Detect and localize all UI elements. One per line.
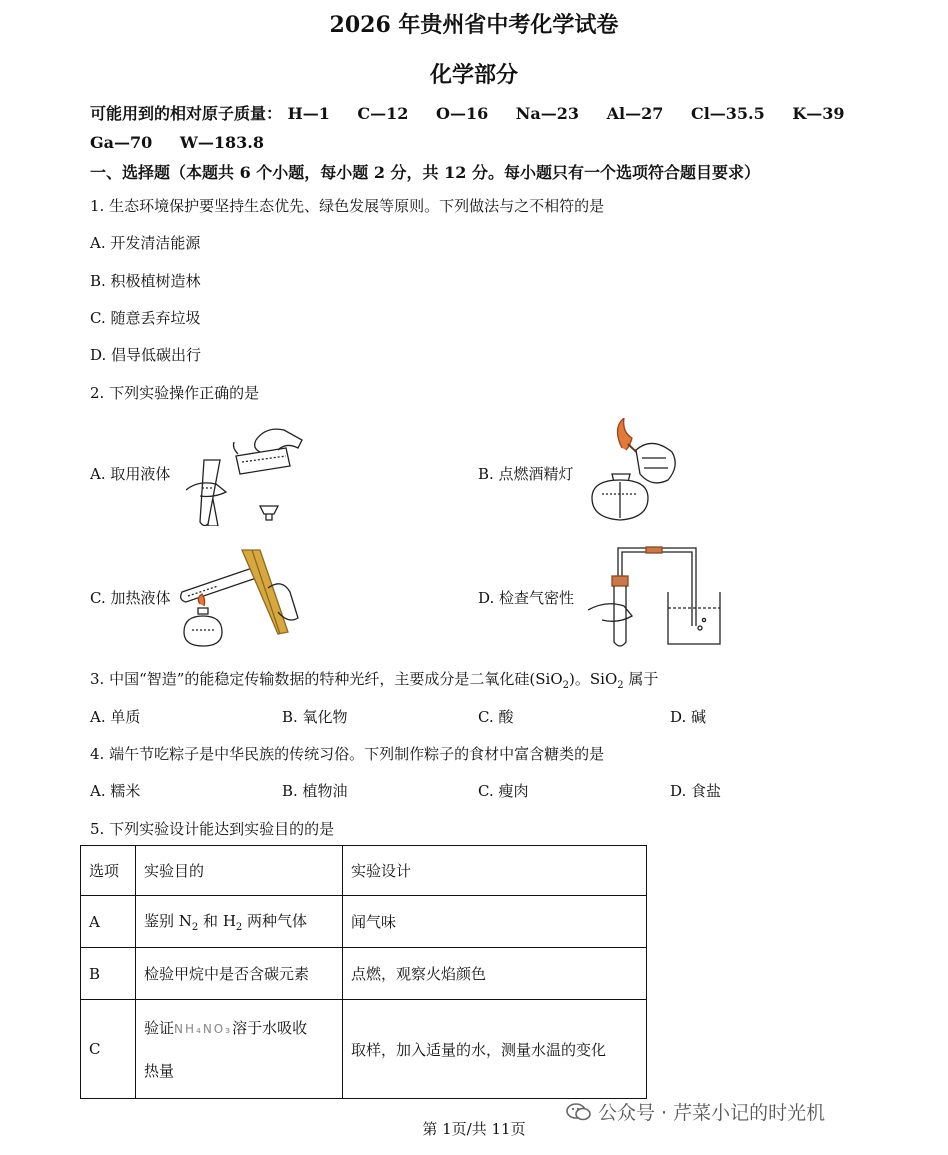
alcohol-lamp-figure: [582, 418, 682, 526]
goal-sub: 2: [235, 922, 243, 933]
goal-post: 两种气体: [242, 912, 308, 930]
page-subtitle: 化学部分: [429, 62, 518, 88]
mass-item: H—1: [287, 104, 330, 123]
mass-item: K—39: [792, 104, 845, 123]
table-row: [81, 948, 647, 1000]
q1-option-d[interactable]: D. 倡导低碳出行: [90, 346, 202, 364]
table-header-row: [81, 846, 647, 896]
q2-option-b[interactable]: B. 点燃酒精灯: [478, 465, 574, 483]
table-header-cell: 选项: [81, 846, 136, 896]
goal-line2: 热量: [144, 1061, 175, 1080]
q3-option-b[interactable]: B. 氧化物: [282, 708, 348, 726]
q4-option-a[interactable]: A. 糯米: [90, 782, 141, 800]
q3-option-d[interactable]: D. 碱: [670, 708, 707, 726]
experiment-table: [80, 845, 647, 1099]
q4-option-d[interactable]: D. 食盐: [670, 782, 722, 800]
page-title: 2026 年贵州省中考化学试卷: [329, 12, 619, 38]
pour-liquid-figure: [186, 418, 306, 526]
q3-sub: 2: [617, 680, 624, 691]
row-goal: 检验甲烷中是否含碳元素: [136, 948, 343, 1000]
q5-stem: 5. 下列实验设计能达到实验目的的是: [90, 820, 335, 838]
goal-mid: 和 H: [198, 912, 236, 930]
q1-option-b[interactable]: B. 积极植树造林: [90, 272, 201, 290]
goal-pre: 鉴别 N: [144, 912, 192, 930]
q4-option-b[interactable]: B. 植物油: [282, 782, 348, 800]
q2-option-d[interactable]: D. 检查气密性: [478, 589, 575, 607]
goal-formula: NH₄NO₃: [174, 1021, 233, 1036]
row-goal: [136, 896, 343, 948]
q2-stem: 2. 下列实验操作正确的是: [90, 384, 260, 402]
masses-label: 可能用到的相对原子质量：: [90, 104, 283, 123]
mass-item: O—16: [436, 104, 489, 123]
watermark-text: 公众号 · 芹菜小记的时光机: [598, 1102, 826, 1124]
q1-stem: 1. 生态环境保护要坚持生态优先、绿色发展等原则。下列做法与之不相符的是: [90, 197, 605, 215]
q3-option-a[interactable]: A. 单质: [90, 708, 141, 726]
mass-item: W—183.8: [179, 133, 264, 152]
goal-pre: 验证: [144, 1018, 175, 1037]
row-design: 闻气味: [343, 896, 647, 948]
q3-stem: [90, 668, 658, 691]
goal-post: 溶于水吸收: [232, 1018, 308, 1037]
q3-stem-mid: )。SiO: [569, 670, 618, 688]
row-key: C: [81, 1000, 136, 1099]
row-goal: [136, 1000, 343, 1099]
table-row: [81, 1000, 647, 1099]
table-row: [81, 896, 647, 948]
q2-option-c[interactable]: C. 加热液体: [90, 589, 171, 607]
q1-option-c[interactable]: C. 随意丢弃垃圾: [90, 309, 201, 327]
mass-item: Na—23: [515, 104, 580, 123]
row-key: B: [81, 948, 136, 1000]
q3-stem-pre: 3. 中国“智造”的能稳定传输数据的特种光纤，主要成分是二氧化硅(SiO: [90, 670, 563, 688]
page-number: 第 1页/共 11页: [422, 1120, 526, 1138]
q4-option-c[interactable]: C. 瘦肉: [478, 782, 529, 800]
mass-item: Cl—35.5: [690, 104, 765, 123]
mass-item: Ga—70: [90, 133, 153, 152]
q3-option-c[interactable]: C. 酸: [478, 708, 514, 726]
table-header-cell: 实验目的: [136, 846, 343, 896]
atomic-masses: [90, 99, 890, 157]
mass-item: C—12: [357, 104, 409, 123]
airtight-check-figure: [588, 546, 728, 650]
wechat-icon: [566, 1102, 592, 1122]
goal-sub: 2: [191, 922, 199, 933]
q3-stem-post: 属于: [623, 670, 659, 688]
q4-stem: 4. 端午节吃粽子是中华民族的传统习俗。下列制作粽子的食材中富含糖类的是: [90, 745, 605, 763]
row-design: 取样，加入适量的水，测量水温的变化: [343, 1000, 647, 1099]
watermark: [566, 1098, 825, 1125]
mass-item: Al—27: [606, 104, 664, 123]
heat-liquid-figure: [178, 548, 300, 648]
q3-sub: 2: [562, 680, 570, 691]
row-design: 点燃，观察火焰颜色: [343, 948, 647, 1000]
q1-option-a[interactable]: A. 开发清洁能源: [90, 234, 201, 252]
table-header-cell: 实验设计: [343, 846, 647, 896]
q2-option-a[interactable]: A. 取用液体: [90, 465, 171, 483]
row-key: A: [81, 896, 136, 948]
section-heading: 一、选择题（本题共 6 个小题，每小题 2 分，共 12 分。每小题只有一个选项符合题目要求）: [90, 163, 760, 182]
